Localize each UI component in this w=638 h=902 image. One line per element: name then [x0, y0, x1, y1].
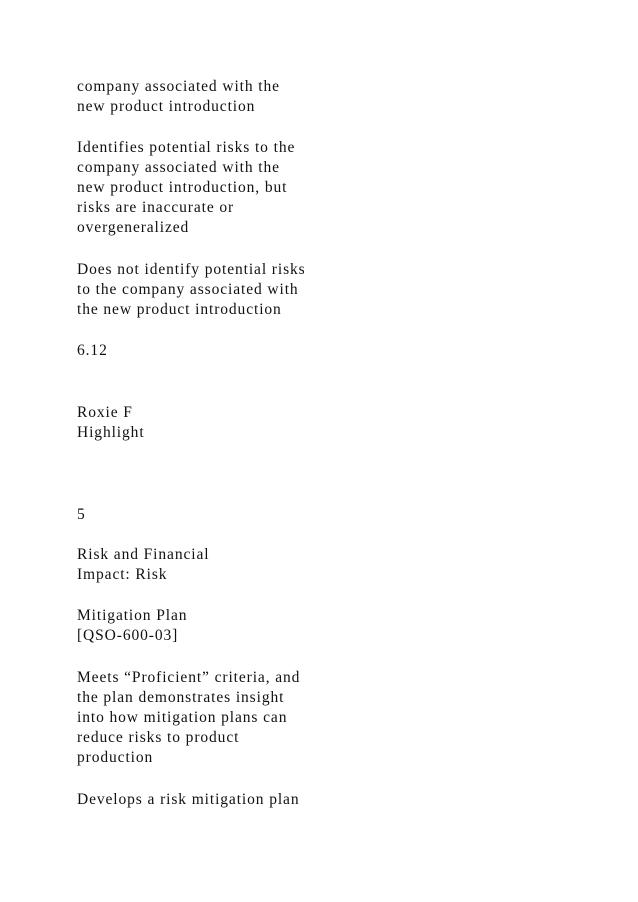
- page-number: 5: [77, 506, 86, 523]
- comment-type: Highlight: [77, 424, 145, 441]
- text-line: overgeneralized: [77, 219, 190, 236]
- text-line: the plan demonstrates insight: [77, 689, 285, 706]
- text-line: Impact: Risk: [77, 566, 168, 583]
- text-line: to the company associated with: [77, 281, 299, 298]
- text-line: new product introduction, but: [77, 179, 288, 196]
- text-line: Risk and Financial: [77, 546, 210, 563]
- text-line: company associated with the: [77, 78, 280, 95]
- comment-author: Roxie F: [77, 404, 133, 421]
- text-line: new product introduction: [77, 98, 256, 115]
- text-line: reduce risks to product: [77, 729, 240, 746]
- text-line: risks are inaccurate or: [77, 199, 235, 216]
- text-line: Meets “Proficient” criteria, and: [77, 669, 301, 686]
- text-line: Identifies potential risks to the: [77, 139, 296, 156]
- text-line: company associated with the: [77, 159, 280, 176]
- score-value: 6.12: [77, 342, 108, 359]
- text-line: [QSO-600-03]: [77, 627, 179, 644]
- text-line: Develops a risk mitigation plan: [77, 791, 300, 808]
- text-line: the new product introduction: [77, 301, 282, 318]
- text-line: Mitigation Plan: [77, 607, 188, 624]
- text-line: Does not identify potential risks: [77, 261, 306, 278]
- text-line: production: [77, 749, 154, 766]
- text-line: into how mitigation plans can: [77, 709, 288, 726]
